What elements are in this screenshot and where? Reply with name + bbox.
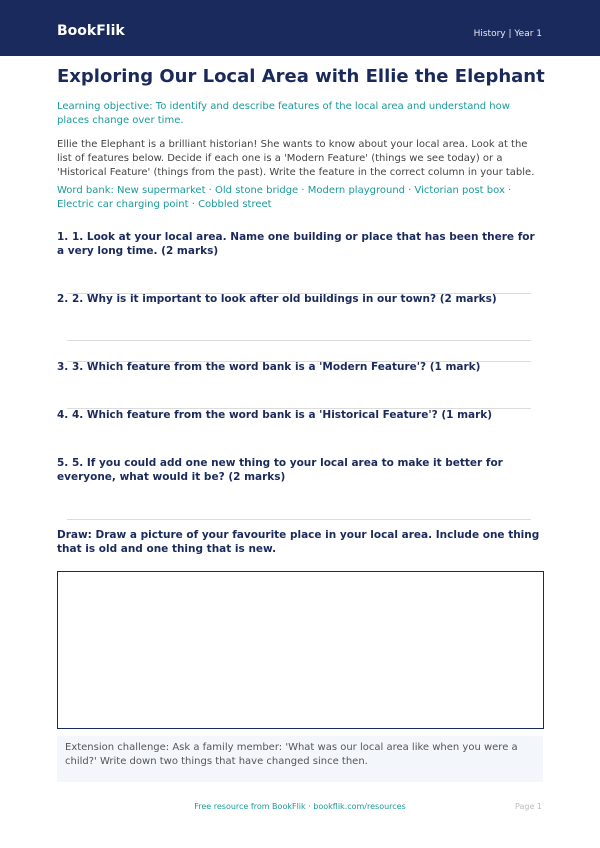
learning-objective: Learning objective: To identify and describe features of the local area and understand how places change over time.: [57, 101, 510, 126]
extension-challenge: Extension challenge: Ask a family member: 'What was our local area like when you were a child?' Write down two things that have changed since then.: [57, 736, 543, 782]
intro-text: Ellie the Elephant is a brilliant historian! She wants to know about your local area. Look at the list of features below. Decide if each one is a 'Modern Feature' (things we see today) or a 'Historical Feature' (things from the past). Write the feature in the correct column in your table.: [57, 139, 535, 178]
page-number: Page 1: [515, 802, 542, 811]
word-bank: Word bank: New supermarket · Old stone bridge · Modern playground · Victorian post box · Electric car charging point · Cobbled street: [57, 185, 512, 210]
subject-year-label: History | Year 1: [473, 29, 542, 39]
question-4: 4. 4. Which feature from the word bank is a 'Historical Feature'? (1 mark): [57, 409, 493, 421]
question-3: 3. 3. Which feature from the word bank is a 'Modern Feature'? (1 mark): [57, 361, 481, 373]
worksheet-title: Exploring Our Local Area with Ellie the Elephant: [57, 66, 545, 87]
question-5: 5. 5. If you could add one new thing to your local area to make it better for everyone, what would it be? (2 marks): [57, 457, 503, 483]
footer-credit: Free resource from BookFlik · bookflik.com/resources: [194, 802, 406, 811]
answer-line[interactable]: [67, 519, 531, 520]
question-2: 2. 2. Why is it important to look after old buildings in our town? (2 marks): [57, 293, 497, 305]
brand-logo-text: BookFlik: [57, 23, 125, 39]
drawing-box[interactable]: [57, 571, 544, 729]
header-bar: [0, 0, 600, 56]
draw-prompt: Draw: Draw a picture of your favourite place in your local area. Include one thing that is old and one thing that is new.: [57, 529, 540, 555]
answer-line[interactable]: [67, 340, 531, 341]
question-1: 1. 1. Look at your local area. Name one building or place that has been there for a very long time. (2 marks): [57, 231, 535, 257]
